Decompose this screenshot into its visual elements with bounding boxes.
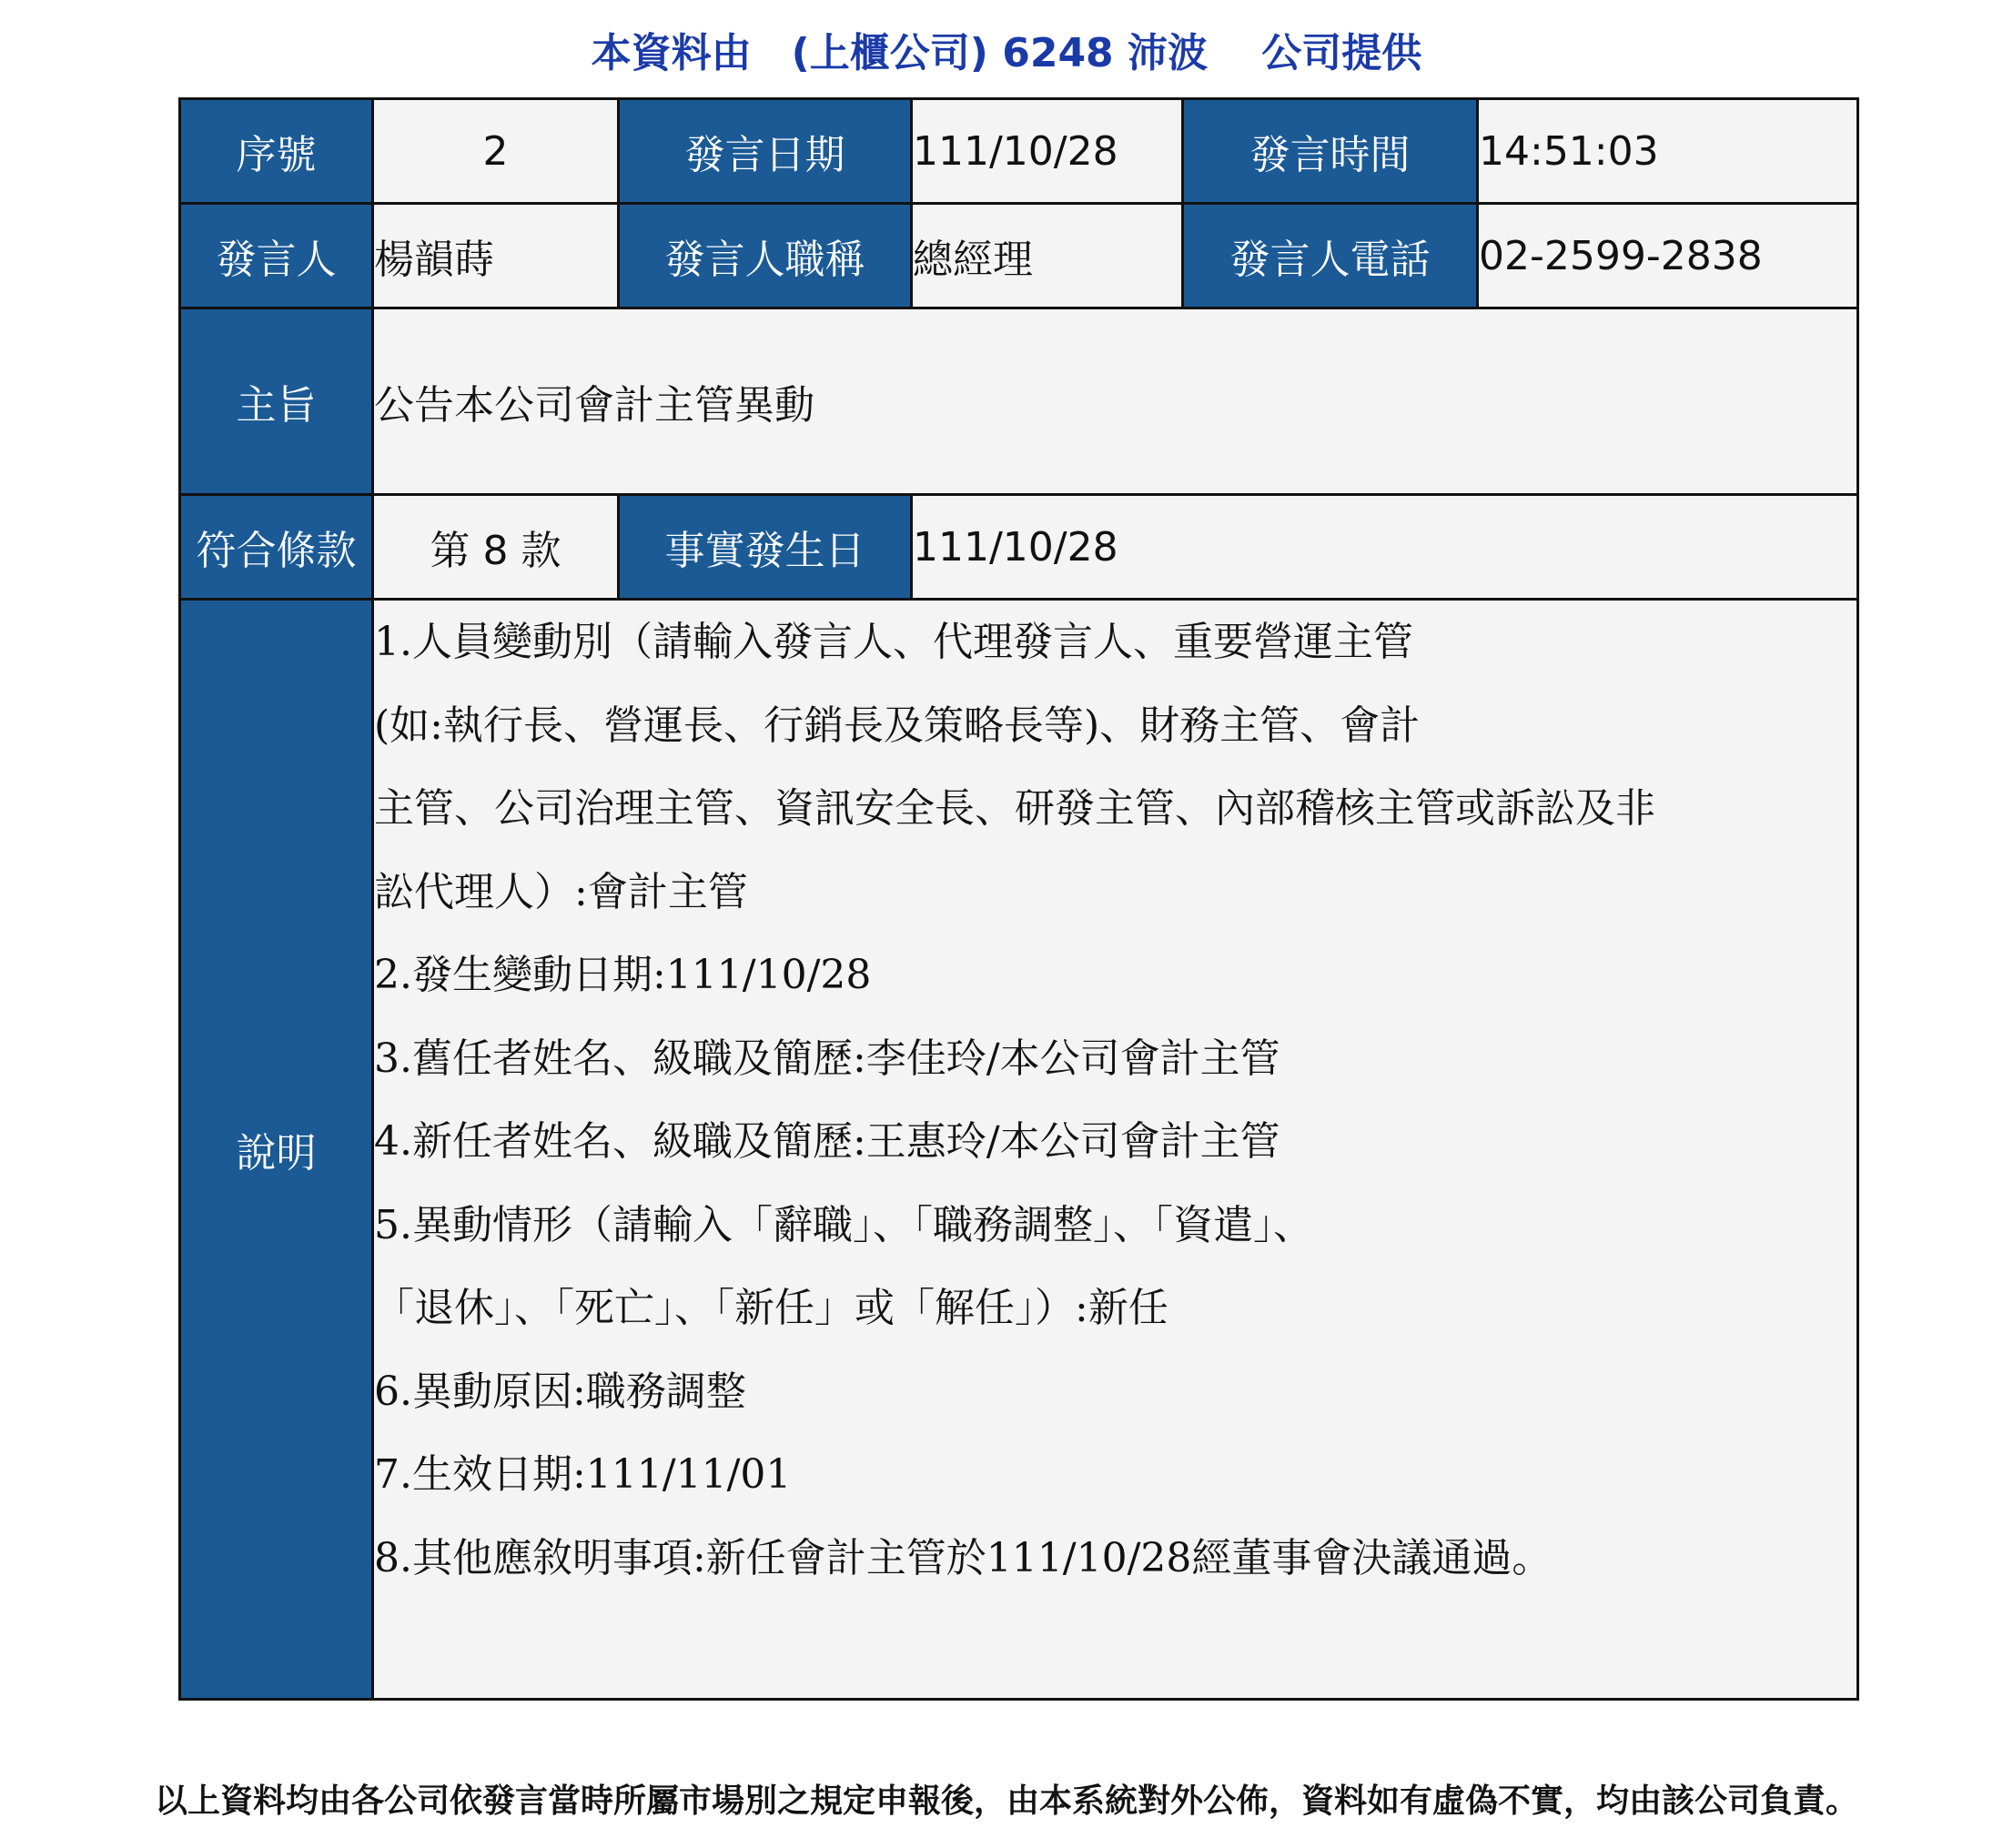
speaker-value: 楊韻蒔 (373, 204, 619, 308)
description-line: 3.舊任者姓名、級職及簡歷:李佳玲/本公司會計主管 (374, 1035, 1280, 1082)
clause-label: 符合條款 (180, 495, 373, 600)
description-line: (如:執行長、營運長、行銷長及策略長等)、財務主管、會計 (374, 702, 1421, 749)
description-line: 4.新任者姓名、級職及簡歷:王惠玲/本公司會計主管 (374, 1118, 1280, 1165)
announcement-table (178, 97, 1859, 1701)
row-clause (180, 495, 1858, 600)
date-label: 發言日期 (619, 99, 912, 204)
event-date-value: 111/10/28 (912, 495, 1858, 600)
speaker-phone-label: 發言人電話 (1183, 204, 1478, 308)
description-line: 7.生效日期:111/11/01 (374, 1451, 792, 1498)
serial-value: 2 (373, 99, 619, 204)
description-line: 2.發生變動日期:111/10/28 (374, 952, 872, 998)
description-line: 8.其他應敘明事項:新任會計主管於111/10/28經董事會決議通過。 (374, 1534, 1553, 1581)
description-line: 5.異動情形（請輸入「辭職」、「職務調整」、「資遣」、 (374, 1201, 1313, 1248)
description-line: 1.人員變動別（請輸入發言人、代理發言人、重要營運主管 (374, 619, 1413, 665)
row-serial-date-time (180, 99, 1858, 204)
event-date-label: 事實發生日 (619, 495, 912, 600)
speaker-title-label: 發言人職稱 (619, 204, 912, 308)
row-description (180, 600, 1858, 1700)
serial-label: 序號 (180, 99, 373, 204)
description-line: 6.異動原因:職務調整 (374, 1368, 746, 1415)
disclaimer-footer: 以上資料均由各公司依發言當時所屬市場別之規定申報後，由本系統對外公佈，資料如有虛偽不實，均由該公司負責。 (154, 1782, 1858, 1820)
description-line: 「退休」、「死亡」、「新任」或「解任」）:新任 (374, 1285, 1168, 1331)
speaker-phone-value: 02-2599-2838 (1478, 204, 1858, 308)
subject-value: 公告本公司會計主管異動 (373, 308, 1858, 495)
row-subject (180, 308, 1858, 495)
time-value: 14:51:03 (1478, 99, 1858, 204)
description-line: 訟代理人）:會計主管 (374, 868, 748, 915)
speaker-label: 發言人 (180, 204, 373, 308)
page-header: 本資料由 (上櫃公司) 6248 沛波 公司提供 (591, 30, 1422, 76)
speaker-title-value: 總經理 (912, 204, 1183, 308)
subject-label: 主旨 (180, 308, 373, 495)
clause-value: 第 8 款 (373, 495, 619, 600)
description-label: 說明 (180, 600, 373, 1700)
date-value: 111/10/28 (912, 99, 1183, 204)
time-label: 發言時間 (1183, 99, 1478, 204)
description-line: 主管、公司治理主管、資訊安全長、研發主管、內部稽核主管或訴訟及非 (374, 785, 1655, 832)
description-body (373, 600, 1858, 1700)
row-speaker (180, 204, 1858, 308)
